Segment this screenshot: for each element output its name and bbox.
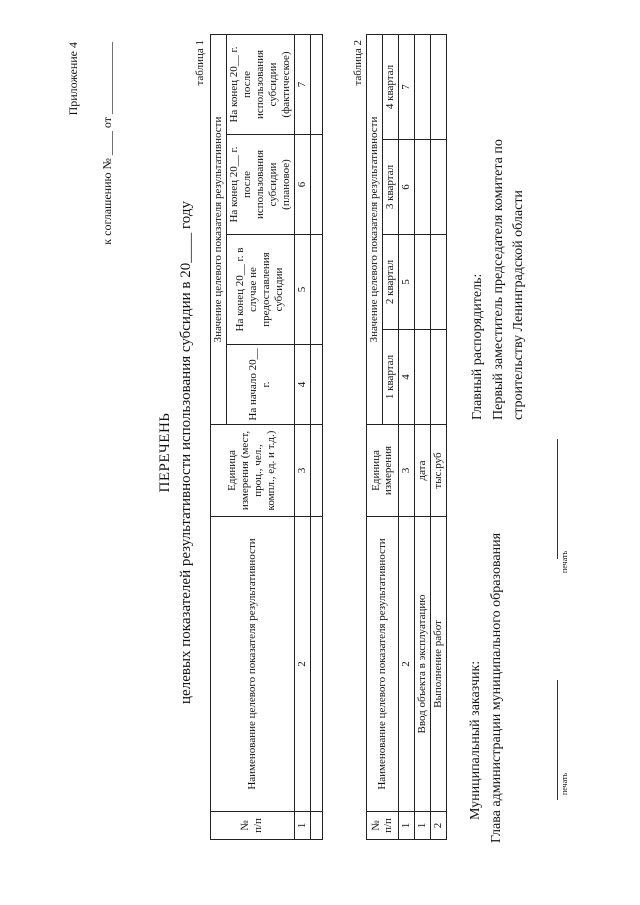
table1-empty-cell	[310, 517, 322, 812]
table1-empty-cell	[310, 235, 322, 345]
table2-row-q4	[414, 35, 430, 140]
table2-header-q4: 4 квартал	[382, 35, 398, 140]
table2-number-row	[398, 35, 414, 840]
table2-num-cell: 6	[398, 140, 414, 235]
table2-row-name: Ввод объекта в эксплуатацию	[414, 517, 430, 812]
table1-empty-cell	[310, 35, 322, 135]
customer-signature-line	[557, 680, 558, 800]
table2-header-q3: 3 квартал	[382, 140, 398, 235]
agreement-reference: к соглашению № ____ от ____________	[100, 42, 114, 245]
table2-num-cell: 5	[398, 235, 414, 330]
table1-num-cell: 1	[294, 812, 310, 840]
table1-header-no: № п/п	[211, 812, 295, 840]
table1-num-cell: 5	[294, 235, 310, 345]
table2-num-cell: 4	[398, 330, 414, 425]
customer-label: Муниципальный заказчик:	[468, 660, 483, 820]
distributor-role-line1: Первый заместитель председателя комитета по	[491, 139, 506, 420]
customer-stamp-label: печать	[560, 772, 569, 795]
table1-header-actual: На конец 20__ г. после использования субсидии (фактическое)	[226, 35, 294, 135]
table2-caption: таблица 2	[352, 40, 364, 86]
table2-header-no: № п/п	[367, 812, 399, 840]
table2-row-q3	[414, 140, 430, 235]
table2-row-q1	[414, 330, 430, 425]
table2-row-no: 2	[430, 812, 446, 840]
table1-num-cell: 3	[294, 425, 310, 517]
table1-header-group: Значение целевого показателя результативности	[211, 35, 227, 425]
table2-row	[430, 35, 446, 840]
table2-header-q2: 2 квартал	[382, 235, 398, 330]
table2-header-group: Значение целевого показателя результативности	[367, 35, 383, 425]
table2-num-cell: 7	[398, 35, 414, 140]
table2-header-name: Наименование целевого показателя результативности	[367, 517, 399, 812]
table1-num-cell: 4	[294, 345, 310, 425]
table2-num-cell: 3	[398, 425, 414, 517]
table2-row-name: Выполнение работ	[430, 517, 446, 812]
table1-num-cell: 2	[294, 517, 310, 812]
table2-row-q1	[430, 330, 446, 425]
table1-empty-cell	[310, 135, 322, 235]
table1-num-cell: 6	[294, 135, 310, 235]
table2-header-row	[367, 35, 383, 840]
table1-header-planned: На конец 20__ г. после использования субсидии (плановое)	[226, 135, 294, 235]
table2-row	[414, 35, 430, 840]
table1-caption: таблица 1	[194, 40, 206, 86]
table1-empty-cell	[310, 345, 322, 425]
table2-num-cell: 1	[398, 812, 414, 840]
distributor-label: Главный распорядитель:	[470, 273, 485, 420]
table1-header-unit: Единица измерения (мест, проц., чел., компл., ед. и т.д.)	[211, 425, 295, 517]
document-title: ПЕРЕЧЕНЬ	[157, 412, 173, 493]
table2-row-q2	[430, 235, 446, 330]
indicators-table-1	[210, 34, 323, 840]
table2-row-unit: тыс.руб	[430, 425, 446, 517]
distributor-stamp-label: печать	[560, 550, 569, 573]
table2-row-unit: дата	[414, 425, 430, 517]
table2-header-q1: 1 квартал	[382, 330, 398, 425]
table2-row-q4	[430, 35, 446, 140]
table1-empty-row	[310, 35, 322, 840]
table2-header-unit: Единица измерения	[367, 425, 399, 517]
table1-header-row	[211, 35, 227, 840]
table2-row-no: 1	[414, 812, 430, 840]
appendix-label: Приложение 4	[66, 42, 80, 116]
table2-num-cell: 2	[398, 517, 414, 812]
indicators-table-2	[366, 34, 447, 840]
table1-header-name: Наименование целевого показателя результативности	[211, 517, 295, 812]
table1-num-cell: 7	[294, 35, 310, 135]
table1-header-start: На начало 20__ г.	[226, 345, 294, 425]
distributor-signature-line	[557, 439, 558, 559]
table1-empty-cell	[310, 812, 322, 840]
table1-number-row	[294, 35, 310, 840]
table1-header-no-subsidy: На конец 20__ г. в случае не предоставления субсидии	[226, 235, 294, 345]
distributor-role-line2: строительству Ленинградской области	[511, 190, 526, 420]
customer-role: Глава администрации муниципального образования	[489, 532, 504, 843]
table1-empty-cell	[310, 425, 322, 517]
table2-row-q2	[414, 235, 430, 330]
document-subtitle: целевых показателей результативности использования субсидии в 20____ году	[178, 201, 194, 704]
table2-row-q3	[430, 140, 446, 235]
